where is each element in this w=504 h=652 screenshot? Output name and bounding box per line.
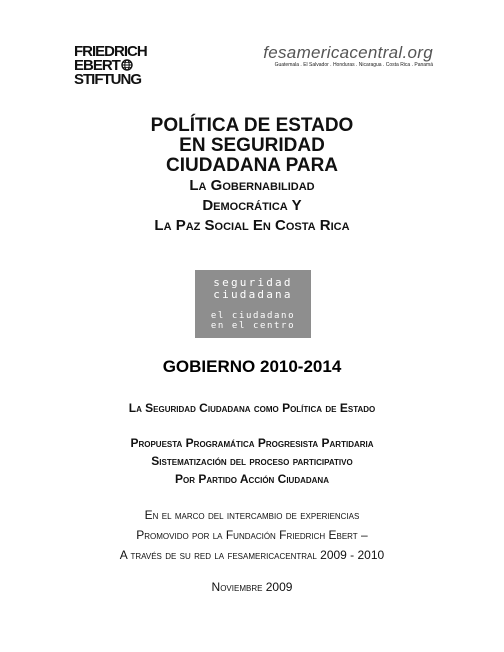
fesamerica-countries: Guatemala . El Salvador . Honduras . Nicaragua . Costa Rica . Panamá — [274, 62, 433, 68]
proposal-line-2: Sistematización del proceso participativo — [151, 454, 353, 468]
document-date: Noviembre 2009 — [211, 580, 293, 594]
seguridad-logo-line4: en el centro — [210, 321, 296, 331]
title-line-2: EN SEGURIDAD — [179, 135, 325, 156]
proposal-line-3: Por Partido Acción Ciudadana — [174, 472, 329, 486]
gobierno-heading: GOBIERNO 2010-2014 — [162, 357, 342, 376]
fes-logo — [74, 45, 154, 87]
title-line-3: CIUDADANA PARA — [165, 155, 339, 176]
proposal-line-1: Propuesta Programática Progresista Partidaria — [130, 436, 374, 450]
seguridad-logo-line3: el ciudadano — [210, 311, 296, 321]
globe-icon — [121, 59, 133, 71]
subtitle: La Seguridad Ciudadana como Política de Estado — [128, 401, 376, 415]
title-line-1: POLÍTICA DE ESTADO — [150, 115, 354, 136]
proposal-block — [0, 434, 504, 488]
fes-logo-line2-text: EBERT — [74, 57, 120, 74]
fes-logo-line3: STIFTUNG — [74, 71, 141, 88]
title-line-4: La Gobernabilidad — [189, 177, 315, 194]
context-block — [0, 505, 504, 565]
context-line-1: En el marco del intercambio de experiencias — [144, 508, 360, 522]
title-line-6: La Paz Social En Costa Rica — [154, 217, 350, 234]
fesamerica-logo — [253, 44, 433, 69]
title-line-5: Democrática Y — [202, 197, 302, 214]
fes-logo-line1: FRIEDRICH — [74, 43, 147, 60]
seguridad-logo-line1: seguridad — [213, 276, 293, 289]
fesamerica-url: fesamericacentral.org — [263, 43, 433, 62]
document-title — [0, 116, 504, 236]
seguridad-logo-line2: ciudadana — [213, 288, 293, 301]
context-line-2: Promovido por la Fundación Friedrich Ebert – — [136, 528, 368, 542]
context-line-3: A través de su red la fesamericacentral 2009 - 2010 — [119, 548, 385, 562]
seguridad-ciudadana-logo — [195, 270, 311, 338]
